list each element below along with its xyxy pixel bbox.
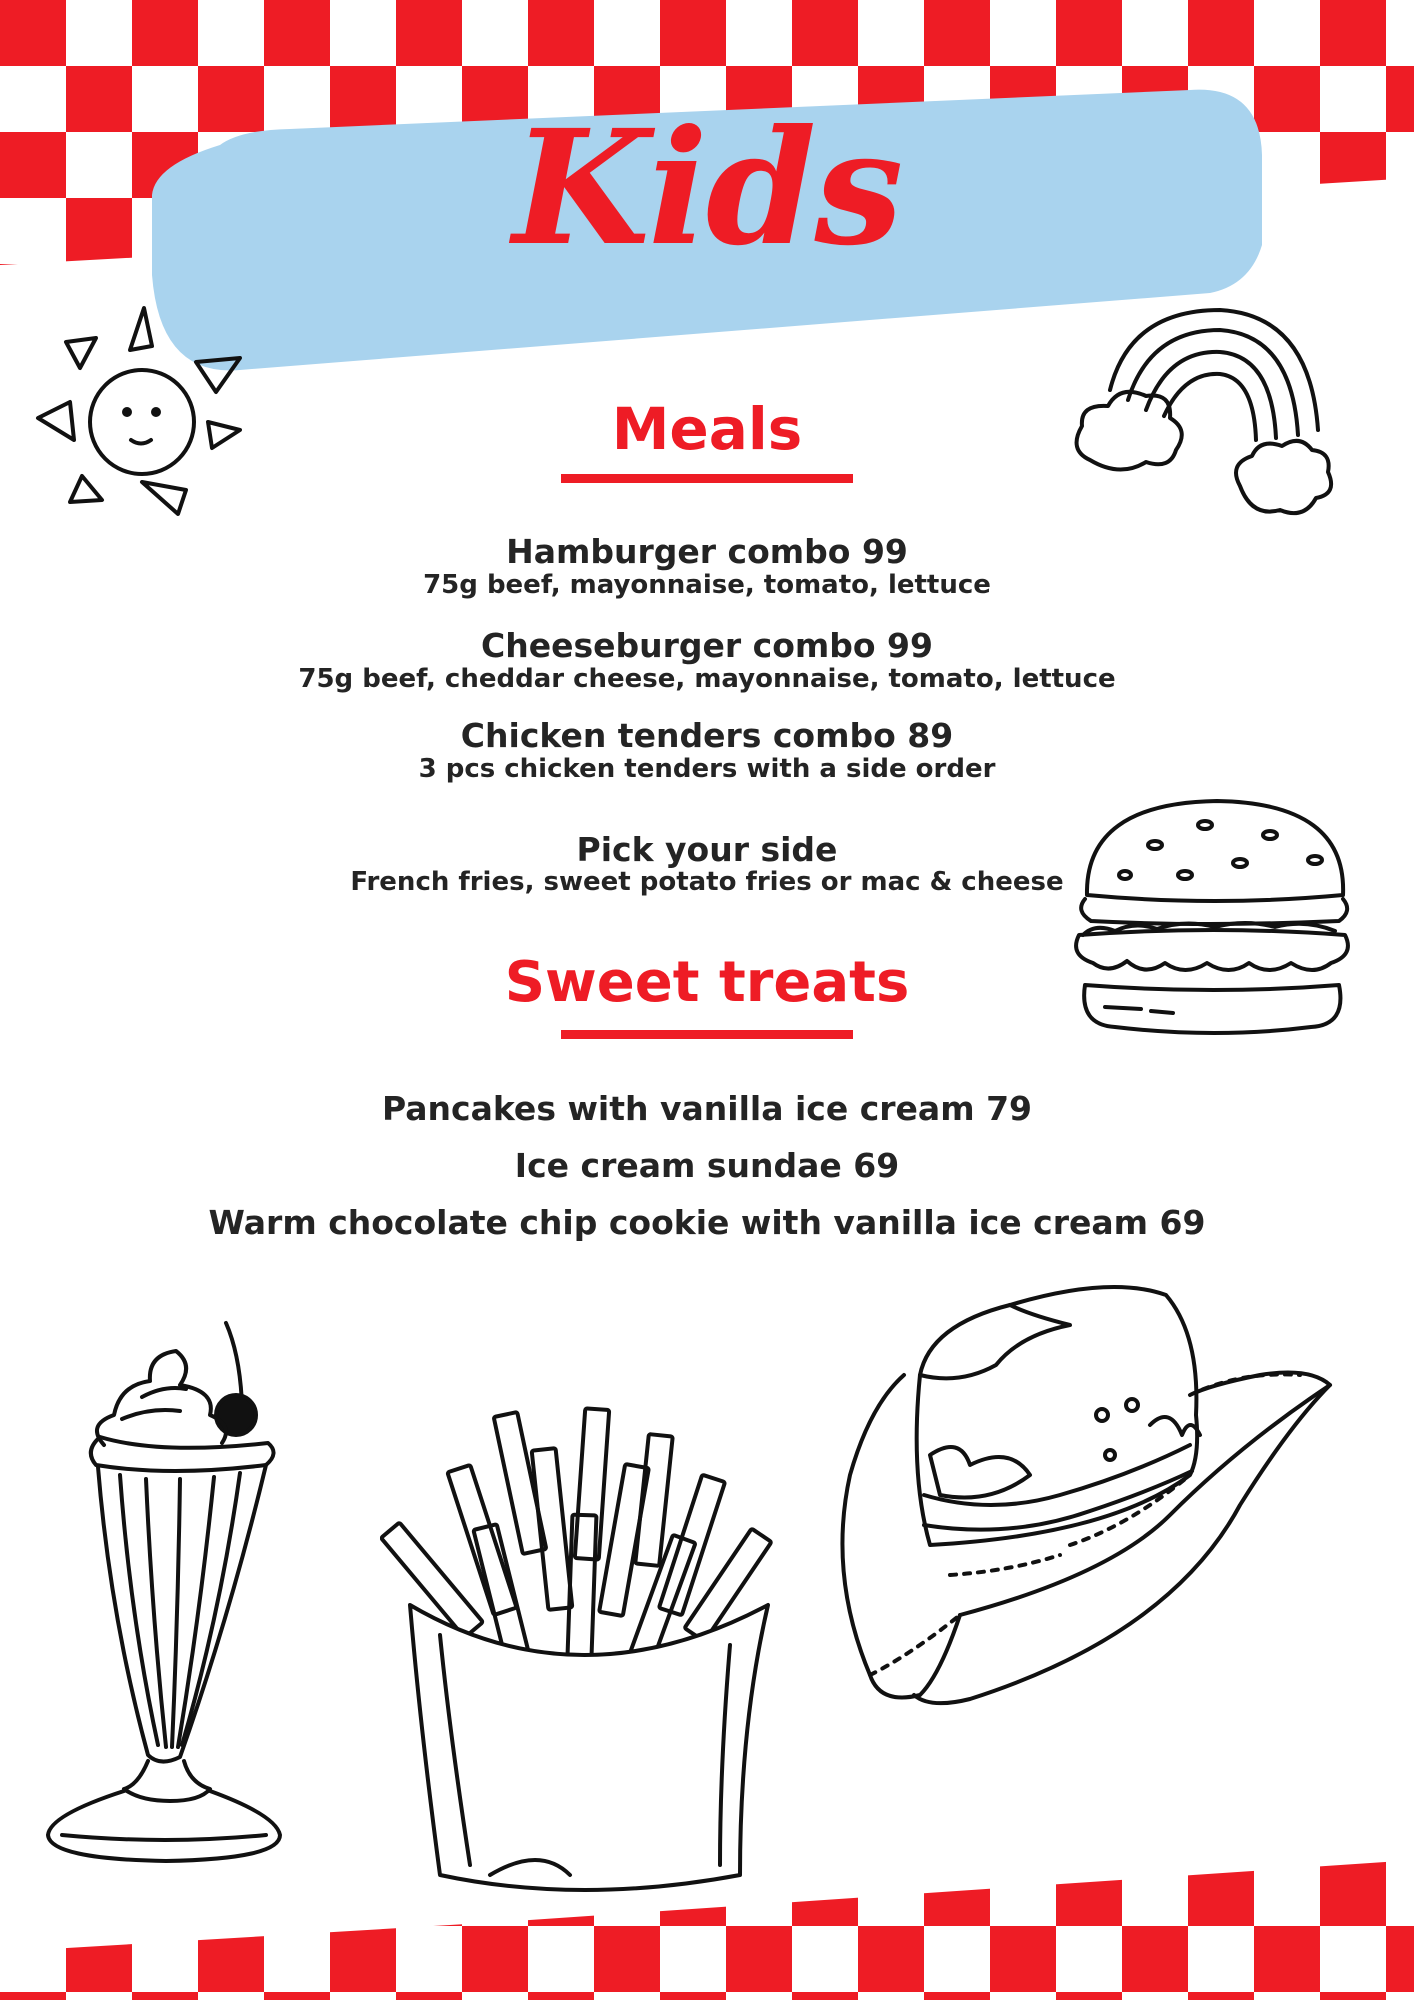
meal-item-name: Hamburger combo 99 — [506, 532, 908, 571]
meal-item-description: 3 pcs chicken tenders with a side order — [418, 754, 996, 784]
meals-heading: Meals — [611, 395, 803, 463]
sweet-treats-heading: Sweet treats — [504, 950, 910, 1015]
meal-item-description: 75g beef, mayonnaise, tomato, lettuce — [423, 570, 991, 600]
meal-item-name: Cheeseburger combo 99 — [481, 626, 933, 665]
treat-item: Pancakes with vanilla ice cream 79 — [381, 1089, 1032, 1128]
cowboy-hat-icon — [810, 1275, 1340, 1715]
rainbow-icon — [1060, 300, 1340, 530]
meal-item-description: 75g beef, cheddar cheese, mayonnaise, tomato, lettuce — [298, 664, 1116, 694]
sweet-treats-underline — [561, 1030, 853, 1039]
meal-item-name: Chicken tenders combo 89 — [460, 716, 954, 755]
milkshake-icon — [30, 1315, 290, 1875]
side-item-description: French fries, sweet potato fries or mac & cheese — [350, 867, 1064, 897]
side-item-name: Pick your side — [576, 830, 838, 869]
treat-item: Warm chocolate chip cookie with vanilla ice cream 69 — [208, 1203, 1206, 1242]
treat-item: Ice cream sundae 69 — [514, 1146, 900, 1185]
meals-underline — [561, 474, 853, 483]
burger-icon — [1065, 795, 1355, 1055]
sun-icon — [30, 300, 250, 520]
fries-icon — [380, 1405, 800, 1905]
page-title: Kids — [512, 96, 902, 281]
